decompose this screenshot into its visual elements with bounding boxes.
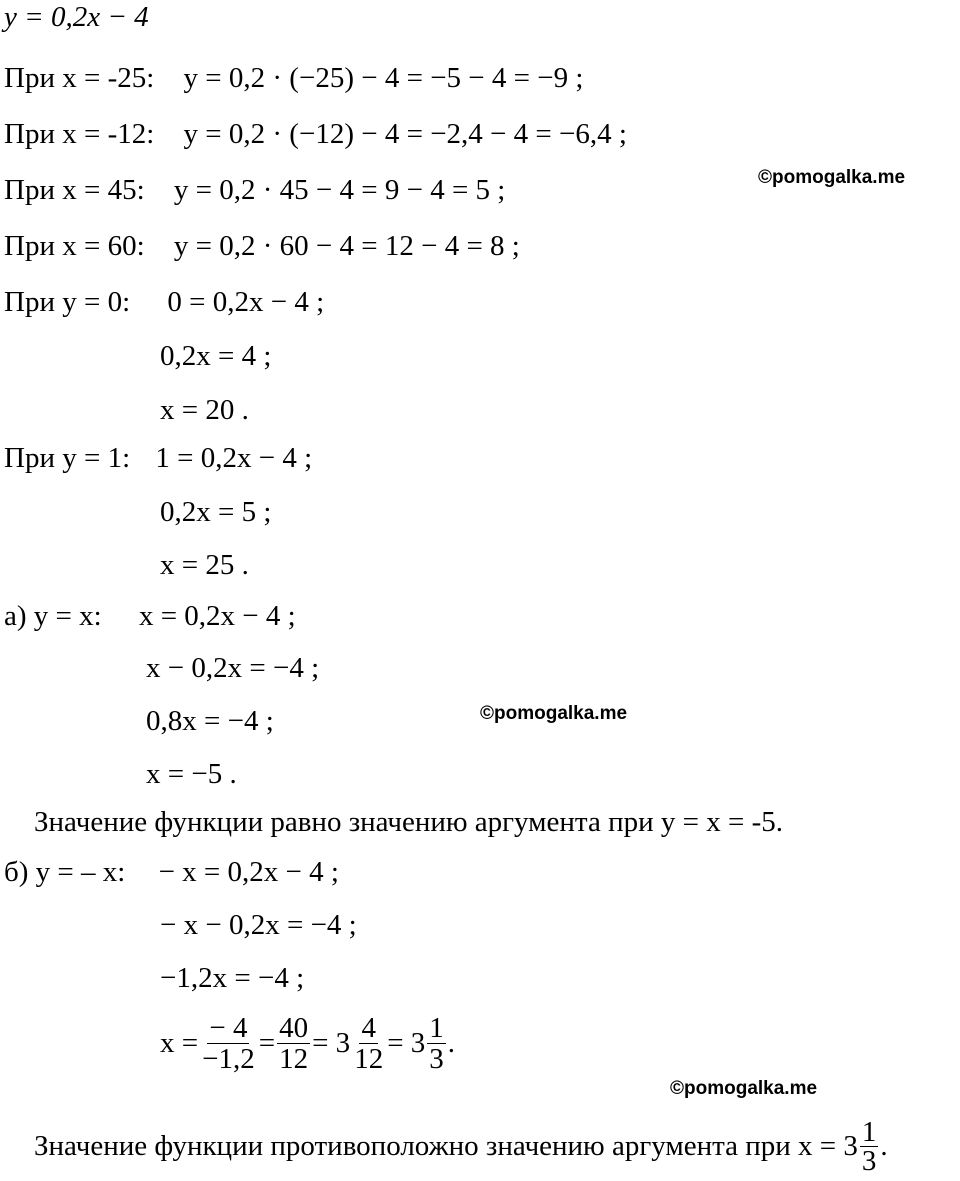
period: . [447, 1027, 456, 1059]
line-label: При x = -12: [4, 118, 155, 150]
line-label: При x = -25: [4, 62, 155, 94]
part-a-result: x = −5 . [146, 758, 237, 790]
formula-text: y = 0,2x − 4 [4, 1, 149, 33]
part-b-conclusion [34, 1118, 888, 1175]
conclusion-fraction [860, 1118, 879, 1175]
line-expr: x = 0,2x − 4 ; [138, 600, 296, 632]
line-label: При x = 45: [4, 174, 145, 206]
line-y-1-step: 0,2x = 5 ; [160, 496, 272, 528]
line-x-60 [4, 229, 520, 263]
main-formula [4, 0, 149, 34]
line-expr: y = 0,2 · 60 − 4 = 12 − 4 = 8 ; [173, 230, 520, 262]
line-expr: y = 0,2 · 45 − 4 = 9 − 4 = 5 ; [173, 174, 506, 206]
fraction-numerator: − 4 [209, 1012, 248, 1044]
part-label: а) y = x: [4, 600, 102, 632]
line-y-1-result: x = 25 . [160, 549, 249, 581]
part-b-fraction-line [160, 1013, 455, 1074]
fraction-numerator: 1 [861, 1116, 877, 1148]
part-b-step-1: − x − 0,2x = −4 ; [160, 909, 357, 941]
watermark: ©pomogalka.me [670, 1078, 818, 1099]
mixed-whole: = 3 [387, 1027, 426, 1059]
fraction-denominator: 3 [429, 1043, 444, 1075]
line-expr: − x = 0,2x − 4 ; [158, 856, 339, 888]
fraction-numerator: 40 [279, 1012, 309, 1044]
line-expr: 0 = 0,2x − 4 ; [167, 286, 325, 318]
line-x-minus-25 [4, 61, 583, 95]
watermark: ©pomogalka.me [758, 167, 906, 188]
part-label: б) y = – x: [4, 856, 126, 888]
fraction-denominator: −1,2 [202, 1043, 255, 1075]
part-b-heading [4, 855, 339, 889]
fraction-numerator: 4 [361, 1012, 376, 1044]
line-label: При y = 1: [4, 442, 131, 474]
fraction-4 [427, 1013, 446, 1074]
fraction-lhs: x = [160, 1027, 199, 1059]
part-a-heading [4, 599, 296, 633]
period: . [880, 1130, 888, 1162]
line-expr: 1 = 0,2x − 4 ; [155, 442, 313, 474]
fraction-1 [200, 1013, 257, 1074]
fraction-3 [352, 1013, 385, 1074]
line-label: При x = 60: [4, 230, 145, 262]
part-a-step-1: x − 0,2x = −4 ; [146, 652, 320, 684]
line-y-0-result: x = 20 . [160, 394, 249, 426]
line-x-45 [4, 173, 505, 207]
line-x-minus-12 [4, 117, 627, 151]
fraction-denominator: 12 [279, 1043, 309, 1075]
part-a-conclusion: Значение функции равно значению аргумента при y = x = -5. [34, 806, 783, 838]
fraction-denominator: 3 [861, 1145, 877, 1177]
fraction-denominator: 12 [354, 1043, 384, 1075]
fraction-2 [277, 1013, 310, 1074]
line-label: При y = 0: [4, 286, 131, 318]
line-y-1 [4, 441, 312, 475]
equals-sign: = [258, 1027, 276, 1059]
part-b-step-2: −1,2x = −4 ; [160, 962, 305, 994]
line-expr: y = 0,2 · (−25) − 4 = −5 − 4 = −9 ; [183, 62, 584, 94]
fraction-numerator: 1 [429, 1012, 444, 1044]
line-expr: y = 0,2 · (−12) − 4 = −2,4 − 4 = −6,4 ; [183, 118, 627, 150]
line-y-0-step: 0,2x = 4 ; [160, 340, 272, 372]
mixed-whole: = 3 [312, 1027, 351, 1059]
part-a-step-2: 0,8x = −4 ; [146, 705, 274, 737]
watermark: ©pomogalka.me [480, 703, 628, 724]
conclusion-text: Значение функции противоположно значению аргумента при x = 3 [34, 1130, 858, 1162]
line-y-0 [4, 285, 324, 319]
